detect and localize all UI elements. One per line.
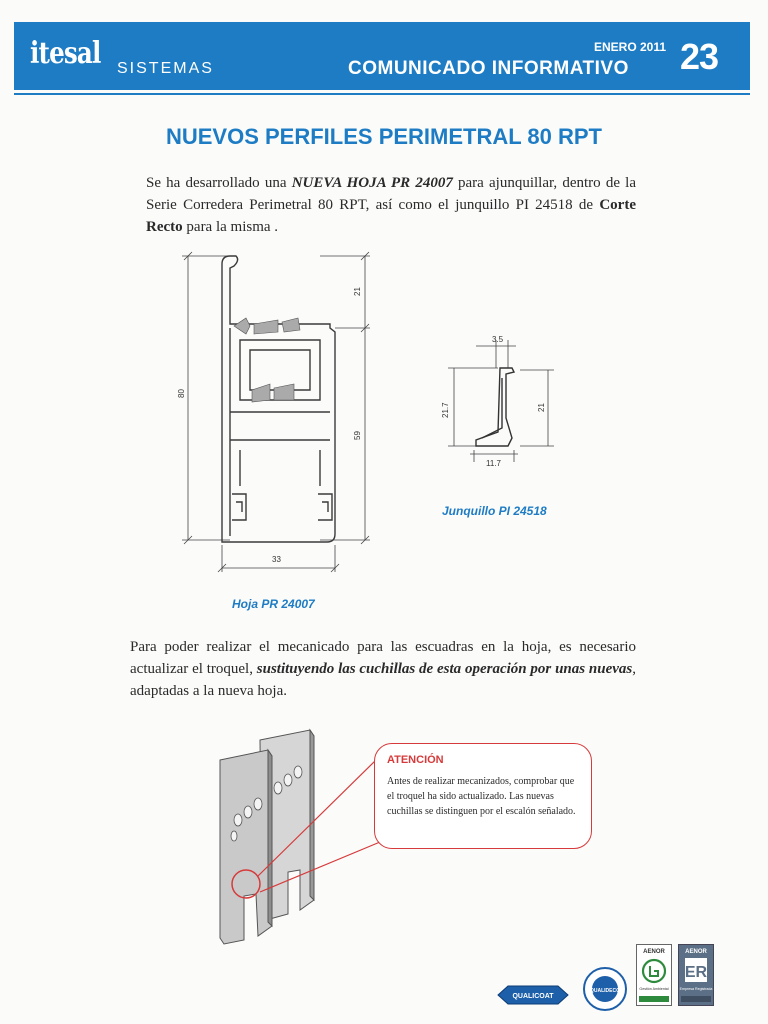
- junquillo-dim-bottom: 11.7: [486, 459, 501, 468]
- issue-number: 23: [680, 36, 719, 77]
- brand-logo: itesal: [30, 36, 101, 71]
- attention-callout: [374, 743, 592, 849]
- aenor-ga-label: Gestión Ambiental: [639, 987, 669, 991]
- hoja-dim-total: 80: [177, 389, 186, 398]
- qualideco-text: QUALIDECO: [590, 988, 620, 994]
- attention-title: ATENCIÓN: [387, 754, 444, 766]
- aenor-registered-logo: [678, 944, 714, 1006]
- hoja-dim-top: 21: [353, 287, 362, 296]
- intro-text-2: para ajunquillar, dentro de la Serie Corredera Perimetral 80 RPT, así como el junquillo PI 24518 de: [146, 175, 636, 213]
- aenor-environmental-logo: [636, 944, 672, 1006]
- junquillo-caption: Junquillo PI 24518: [442, 504, 547, 518]
- junquillo-dim-left: 21.7: [441, 402, 450, 418]
- junquillo-profile-drawing: [436, 332, 566, 472]
- qualicoat-logo: [496, 984, 570, 1006]
- attention-text: Antes de realizar mecanizados, comprobar que el troquel ha sido actualizado. Las nuevas cuchillas se distinguen por el escalón señalado.: [387, 776, 576, 817]
- hoja-profile-drawing: [170, 250, 380, 580]
- intro-highlight-2: Corte Recto: [146, 197, 636, 235]
- body-text-1: Para poder realizar el mecanicado para las escuadras en la hoja, es necesario actualizar el troquel,: [130, 639, 636, 677]
- page-title: NUEVOS PERFILES PERIMETRAL 80 RPT: [165, 124, 602, 149]
- brand-subtitle: SISTEMAS: [117, 60, 214, 77]
- intro-text-1: Se ha desarrollado una: [146, 175, 292, 191]
- junquillo-dim-right: 21: [537, 403, 546, 412]
- hoja-dim-width: 33: [272, 555, 281, 564]
- body-text-2: , adaptadas a la nueva hoja.: [130, 661, 636, 699]
- body-highlight: sustituyendo las cuchillas de esta operación por unas nuevas: [256, 661, 633, 677]
- qualicoat-text: QUALICOAT: [512, 993, 554, 1000]
- aenor-er-label: Empresa Registrada: [679, 987, 713, 991]
- issue-date: ENERO 2011: [594, 40, 667, 54]
- bulletin-title: COMUNICADO INFORMATIVO: [348, 58, 629, 79]
- aenor-er-name: AENOR: [685, 949, 707, 955]
- intro-text-3: para la misma .: [182, 219, 279, 235]
- junquillo-dim-top: 3.5: [492, 335, 504, 344]
- qualideco-logo: [582, 966, 628, 1012]
- aenor-ga-name: AENOR: [643, 949, 665, 955]
- header-underline: [14, 93, 750, 95]
- hoja-caption: Hoja PR 24007: [232, 597, 315, 611]
- svg-text:ER: ER: [684, 964, 708, 981]
- intro-highlight-1: NUEVA HOJA PR 24007: [291, 175, 453, 191]
- intro-paragraph: [146, 172, 636, 238]
- body-paragraph: [130, 636, 636, 702]
- hoja-dim-bottom: 59: [353, 431, 362, 440]
